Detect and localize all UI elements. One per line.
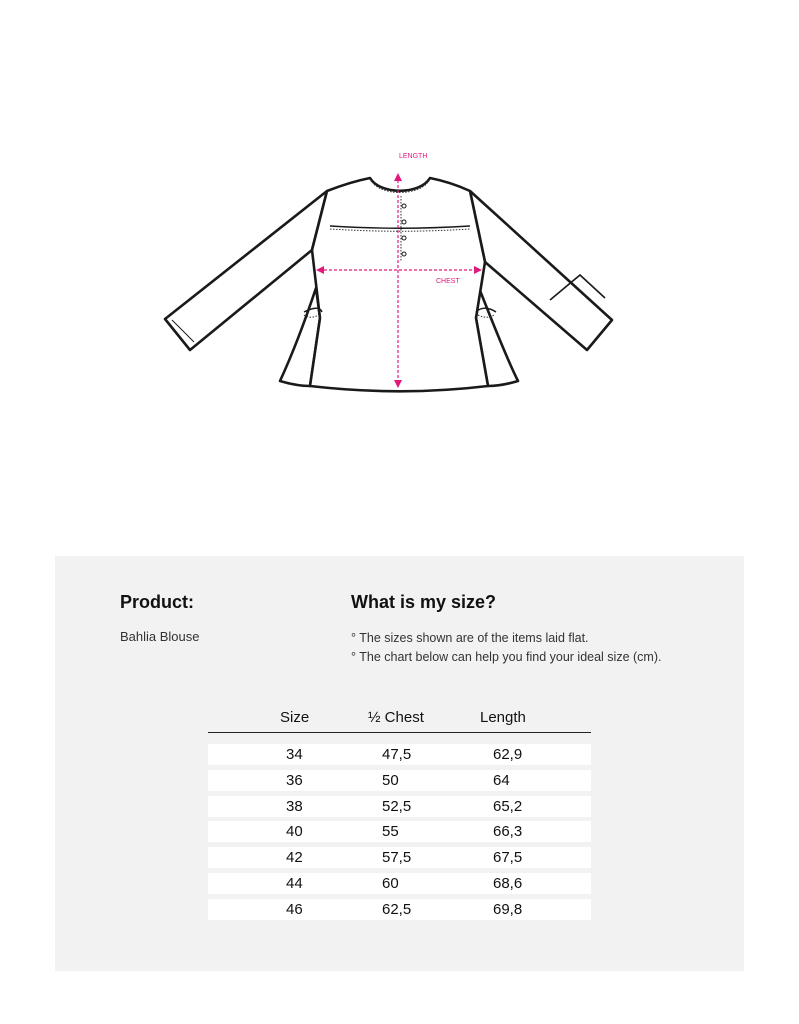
cell-length: 65,2 <box>493 797 523 815</box>
size-heading: What is my size? <box>351 592 497 612</box>
cell-size: 40 <box>286 823 303 841</box>
cell-length: 68,6 <box>493 874 523 892</box>
table-body <box>208 744 591 920</box>
size-notes <box>351 629 661 667</box>
header-size: Size <box>280 709 310 726</box>
table-row <box>208 821 591 842</box>
length-arrowhead-top <box>394 173 402 181</box>
cell-size: 38 <box>286 797 303 815</box>
blouse-body <box>310 178 488 391</box>
size-table <box>208 706 591 925</box>
cell-size: 46 <box>286 900 303 918</box>
cell-size: 42 <box>286 849 303 867</box>
table-row <box>208 873 591 894</box>
table-row <box>208 847 591 868</box>
cell-half-chest: 52,5 <box>382 797 412 815</box>
header-length: Length <box>480 709 526 726</box>
cell-half-chest: 50 <box>382 771 399 789</box>
header-half-chest: ½ Chest <box>368 709 424 726</box>
cell-half-chest: 55 <box>382 823 399 841</box>
size-note: ° The chart below can help you find your ideal size (cm). <box>351 650 662 664</box>
cell-half-chest: 62,5 <box>382 900 412 918</box>
chest-label: CHEST <box>436 278 460 285</box>
product-name: Bahlia Blouse <box>120 629 200 644</box>
cell-length: 62,9 <box>493 746 523 763</box>
cell-length: 69,8 <box>493 900 523 918</box>
cell-half-chest: 57,5 <box>382 849 412 867</box>
length-label: LENGTH <box>399 153 428 160</box>
table-row <box>208 770 591 791</box>
table-header <box>208 706 591 733</box>
size-note: ° The sizes shown are of the items laid flat. <box>351 631 589 645</box>
cell-half-chest: 60 <box>382 874 399 892</box>
cell-length: 67,5 <box>493 849 523 867</box>
cell-length: 66,3 <box>493 823 523 841</box>
size-info-panel <box>55 556 744 971</box>
cell-size: 34 <box>286 746 303 763</box>
table-row <box>208 744 591 765</box>
cell-size: 44 <box>286 874 303 892</box>
cell-half-chest: 47,5 <box>382 746 412 763</box>
cell-length: 64 <box>493 771 510 789</box>
cell-size: 36 <box>286 771 303 789</box>
table-row <box>208 796 591 817</box>
table-row <box>208 899 591 920</box>
product-heading: Product: <box>120 592 194 612</box>
